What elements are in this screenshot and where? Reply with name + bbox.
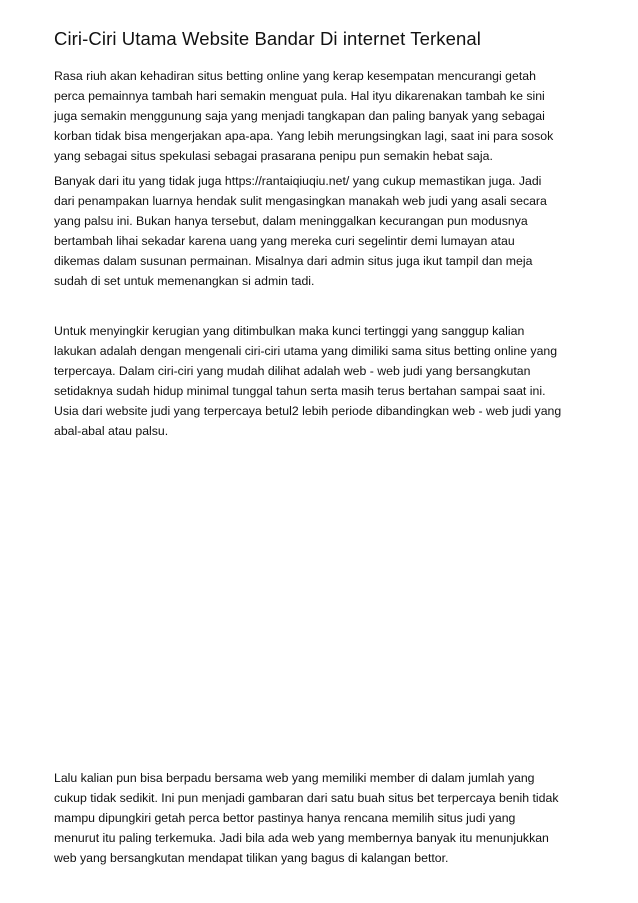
text-line: bertambah lihai sekadar karena uang yang mereka curi segelintir demi lumayan atau [54, 234, 515, 249]
text-line: Lalu kalian pun bisa berpadu bersama web yang memiliki member di dalam jumlah yang [54, 771, 535, 785]
text-line: Usia dari website judi yang terpercaya betul2 lebih periode dibandingkan web - web judi yang [54, 404, 562, 419]
paragraph [54, 66, 553, 166]
paragraph [54, 321, 561, 442]
text-line: Banyak dari itu yang tidak juga https://rantaiqiuqiu.net/ yang cukup memastikan juga. Jadi [54, 174, 542, 188]
text-line: lakukan adalah dengan mengenali ciri-ciri utama yang dimiliki sama situs betting online yang [54, 344, 558, 359]
text-line: korban tidak bisa mengerjakan apa-apa. Yang lebih merungsingkan lagi, saat ini para sosok [54, 129, 554, 144]
text-line: yang palsu ini. Bukan hanya tersebut, dalam meninggalkan kecurangan pun modusnya [54, 214, 528, 229]
paragraph [54, 768, 558, 868]
page-title: Ciri-Ciri Utama Website Bandar Di internet Terkenal [54, 28, 481, 49]
text-line: terpercaya. Dalam ciri-ciri yang mudah dilihat adalah web - web judi yang bersangkutan [54, 364, 531, 379]
text-line: abal-abal atau palsu. [54, 424, 169, 439]
text-line: setidaknya sudah hidup minimal tunggal tahun serta masih terus bertahan sampai saat ini. [54, 384, 546, 399]
paragraph [54, 171, 547, 292]
text-line: mampu dipungkiri getah perca bettor pastinya hanya rencana memilih situs judi yang [54, 811, 516, 826]
text-line: Rasa riuh akan kehadiran situs betting online yang kerap kesempatan mencurangi getah [54, 69, 536, 83]
text-line: perca pemainnya tambah hari semakin menguat pula. Hal ityu dikarenakan tambah ke sini [54, 89, 545, 104]
text-line: yang sebagai situs spekulasi sebagai prasarana penipu pun semakin hebat saja. [54, 149, 493, 164]
text-line: web yang bersangkutan mendapat tilikan yang bagus di kalangan bettor. [54, 851, 449, 866]
text-line: menurut itu paling terkemuka. Jadi bila ada web yang membernya banyak itu menunjukkan [54, 831, 549, 846]
text-line: dikemas dalam susunan permainan. Misalnya dari admin situs juga ikut tampil dan meja [54, 254, 533, 269]
text-line: dari penampakan luarnya hendak sulit mengasingkan manakah web judi yang asali secara [54, 194, 547, 209]
text-line: cukup tidak sedikit. Ini pun menjadi gambaran dari satu buah situs bet terpercaya benih tidak [54, 791, 559, 806]
text-line: sudah di set untuk memenangkan si admin tadi. [54, 274, 315, 289]
text-line: juga semakin menggunung saja yang menjadi tangkapan dan paling banyak yang sebagai [54, 109, 545, 124]
text-line: Untuk menyingkir kerugian yang ditimbulkan maka kunci tertinggi yang sanggup kalian [54, 324, 525, 338]
